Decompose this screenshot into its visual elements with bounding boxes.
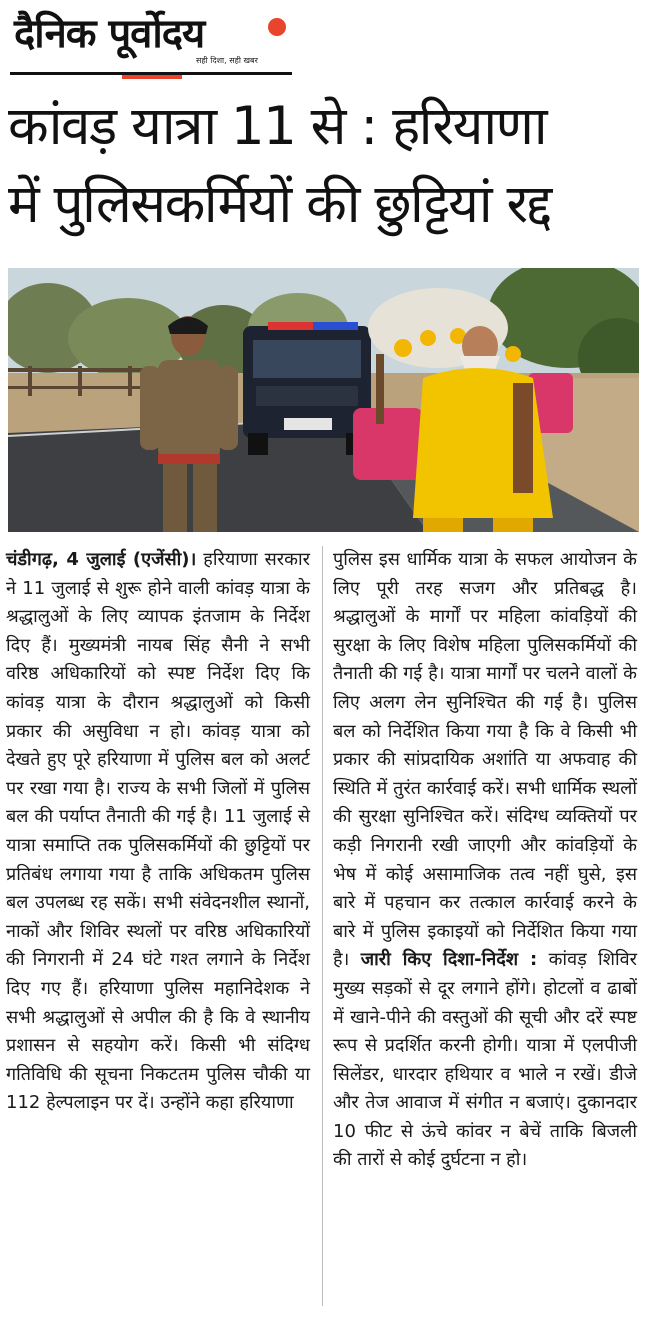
newspaper-logo: दैनिक पूर्वोदय	[14, 11, 205, 57]
masthead	[10, 8, 290, 74]
news-photo-illustration	[8, 268, 639, 532]
article-column-right	[333, 546, 637, 1175]
article-dateline: चंडीगढ़, 4 जुलाई (एजेंसी)।	[6, 549, 197, 570]
article-headline	[8, 88, 640, 244]
logo-tagline: सही दिशा, सही खबर	[196, 56, 258, 65]
article-subhead: जारी किए दिशा-निर्देश :	[360, 949, 538, 971]
headline-line-2: में पुलिसकर्मियों की छुट्टियां रद्द	[8, 174, 551, 235]
article-body-right-2: कांवड़ शिविर मुख्य सड़कों से दूर लगाने होंगे। होटलों व ढाबों में खाने-पीने की वस्तुओं की सूची और दरें स्पष्ट रूप से प्रदर्शित करनी होगी। यात्रा में एलपीजी सिलेंडर, धारदार हथियार व भाले न रखें। डीजे और तेज आवाज में संगीत न बजाएं। दुकानदार 10 फीट से ऊंचे कांवर न बेचें ताकि बिजली की तारों से कोई दुर्घटना न हो।	[333, 949, 637, 1171]
logo-dot-icon	[268, 18, 286, 36]
masthead-accent-bar	[122, 75, 182, 79]
news-photo	[8, 268, 639, 532]
article-body-right: पुलिस इस धार्मिक यात्रा के सफल आयोजन के लिए पूरी तरह सजग और प्रतिबद्ध है। श्रद्धालुओं के मार्गों पर महिला कांवड़ियों की सुरक्षा के लिए विशेष महिला पुलिसकर्मियों की तैनाती की गई है। यात्रा मार्गों पर चलने वालों के लिए अलग लेन सुनिश्चित की गई है। पुलिस बल को निर्देशित किया गया है कि वे किसी भी प्रकार की सांप्रदायिक अशांति या अफवाह की स्थिति में तुरंत कार्रवाई करें। सभी धार्मिक स्थलों की सुरक्षा सुनिश्चित करें। संदिग्ध व्यक्तियों पर कड़ी निगरानी रखी जाएगी और कांवड़ियों के भेष में कोई असामाजिक तत्व नहीं घुसे, इस बारे में पहचान कर तत्काल कार्रवाई करने के बारे में पुलिस इकाइयों को निर्देशित किया गया है।	[333, 549, 637, 971]
article-column-left	[6, 546, 310, 1118]
column-divider	[322, 546, 323, 1306]
headline-line-1: कांवड़ यात्रा 11 से : हरियाणा	[8, 96, 547, 157]
article-body-left: हरियाणा सरकार ने 11 जुलाई से शुरू होने वाली कांवड़ यात्रा के श्रद्धालुओं के लिए व्यापक इंतजाम के निर्देश दिए हैं। मुख्यमंत्री नायब सिंह सैनी ने सभी वरिष्ठ अधिकारियों को स्पष्ट निर्देश दिए कि कांवड़ यात्रा के दौरान श्रद्धालुओं को किसी प्रकार की असुविधा न हो। कांवड़ यात्रा को देखते हुए पूरे हरियाणा में पुलिस बल को अलर्ट पर रखा गया है। राज्य के सभी जिलों में पुलिस बल की पर्याप्त तैनाती की गई है। 11 जुलाई से यात्रा समाप्ति तक पुलिसकर्मियों की छुट्टियों पर प्रतिबंध लगाया गया है ताकि अधिकतम पुलिस बल उपलब्ध रह सकें। सभी संवेदनशील स्थानों, नाकों और शिविर स्थलों पर वरिष्ठ अधिकारियों की निगरानी में 24 घंटे गश्त लगाने के निर्देश दिए गए हैं। हरियाणा पुलिस महानिदेशक ने सभी श्रद्धालुओं से अपील की है कि वे स्थानीय प्रशासन से सहयोग करें। किसी भी संदिग्ध गतिविधि की सूचना निकटतम पुलिस चौकी या 112 हेल्पलाइन पर दें। उन्होंने कहा हरियाणा	[6, 549, 310, 1114]
